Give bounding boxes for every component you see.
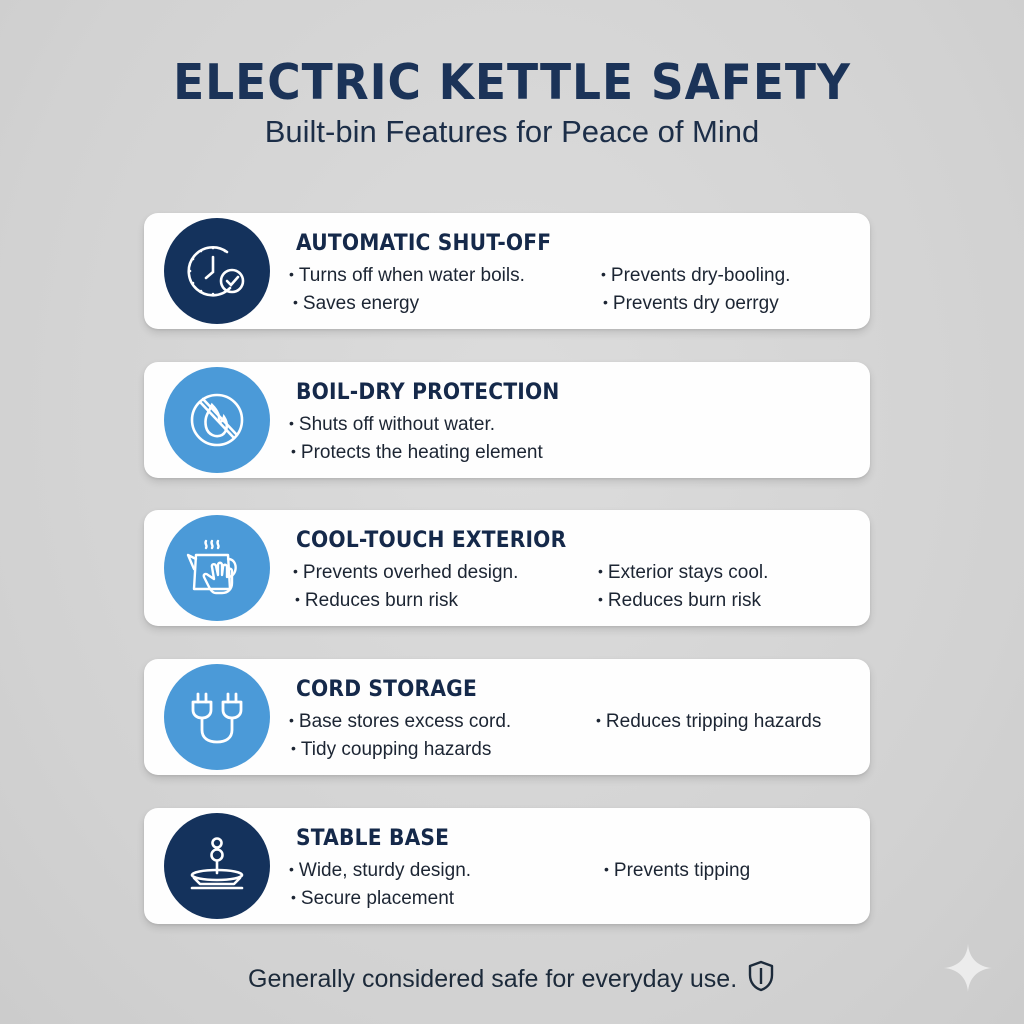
feature-points-left xyxy=(291,558,518,614)
feature-title: AUTOMATIC SHUT-OFF xyxy=(296,231,552,256)
feature-points-left xyxy=(287,261,525,317)
no-flame-icon xyxy=(164,367,270,473)
feature-card-cool-touch-exterior xyxy=(144,510,870,626)
shield-icon xyxy=(747,960,775,999)
feature-point: • Exterior stays cool. xyxy=(596,558,768,586)
kettle-hand-icon xyxy=(164,515,270,621)
feature-point: • Shuts off without water. xyxy=(287,410,543,438)
feature-point: • Reduces burn risk xyxy=(291,586,518,614)
footer-text: Generally considered safe for everyday use. xyxy=(248,965,738,993)
feature-point: • Base stores excess cord. xyxy=(287,707,511,735)
feature-point: • Secure placement xyxy=(287,884,471,912)
feature-card-boil-dry-protection xyxy=(144,362,870,478)
feature-point: • Reduces tripping hazards xyxy=(594,707,821,735)
feature-points-left xyxy=(287,707,511,763)
feature-points-left xyxy=(287,410,543,466)
stable-base-icon xyxy=(164,813,270,919)
feature-point: • Prevents tipping xyxy=(602,856,750,884)
feature-card-automatic-shut-off xyxy=(144,213,870,329)
feature-point: • Tidy coupping hazards xyxy=(287,735,511,763)
feature-points-left xyxy=(287,856,471,912)
feature-points-right xyxy=(602,856,750,884)
feature-title: BOIL-DRY PROTECTION xyxy=(296,380,560,405)
feature-card-stable-base xyxy=(144,808,870,924)
page-title: ELECTRIC KETTLE SAFETY xyxy=(173,54,851,111)
sparkle-icon xyxy=(942,942,994,994)
feature-point: • Turns off when water boils. xyxy=(287,261,525,289)
feature-title: CORD STORAGE xyxy=(296,677,477,702)
feature-point: • Protects the heating element xyxy=(287,438,543,466)
feature-title: COOL-TOUCH EXTERIOR xyxy=(296,528,567,553)
feature-point: • Saves energy xyxy=(287,289,525,317)
feature-point: • Reduces burn risk xyxy=(596,586,768,614)
feature-card-cord-storage xyxy=(144,659,870,775)
feature-points-right xyxy=(594,707,821,735)
footer-note xyxy=(248,960,775,999)
feature-title: STABLE BASE xyxy=(296,826,450,851)
clock-check-icon xyxy=(164,218,270,324)
page-subtitle: Built-bin Features for Peace of Mind xyxy=(264,114,760,149)
feature-point: • Wide, sturdy design. xyxy=(287,856,471,884)
feature-point: • Prevents dry oerrgy xyxy=(599,289,790,317)
feature-point: • Prevents dry-booling. xyxy=(599,261,790,289)
feature-points-right xyxy=(599,261,790,317)
feature-points-right xyxy=(596,558,768,614)
feature-point: • Prevents overhed design. xyxy=(291,558,518,586)
plug-cord-icon xyxy=(164,664,270,770)
